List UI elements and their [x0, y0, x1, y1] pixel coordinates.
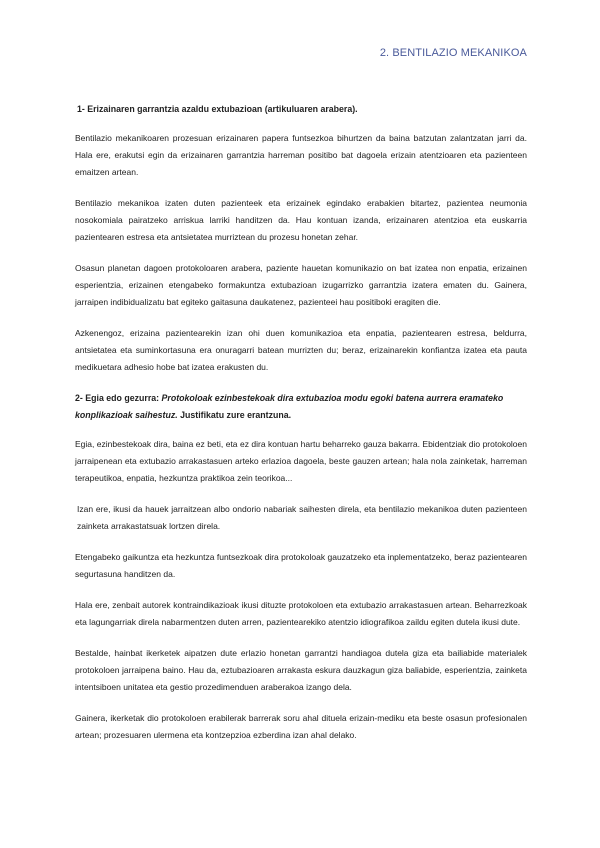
- answer-1-paragraph: Azkenengoz, erizaina pazientearekin izan ohi duen komunikazioa eta enpatia, pazientearen estresa, beldurra, antsietatea eta suminkortasuna era onuragarri batean murrizten du; beraz, erizainarekin konfiantza izatea eta pauta medikuetara adhesio hobe bat izatea erakusten du.: [75, 328, 527, 372]
- answer-2-paragraph: Egia, ezinbestekoak dira, baina ez beti, eta ez dira kontuan hartu beharreko gauza bakarra. Ebidentziak dio protokoloen jarraipenean eta extubazio arrakastasuen arteko erlazioa dagoela, beste gauzen artean; hala nola zainketak, harreman terapeutikoa, enpatia, hezkuntza praktikoa zein teorikoa...: [75, 439, 527, 483]
- document-body: [75, 101, 527, 758]
- answer-2-paragraph: Gainera, ikerketak dio protokoloen erabilerak barrerak soru ahal dituela erizain-mediku eta beste osasun profesionalen artean; prozesuaren ulermena eta kontzepzioa ezberdina izan ahal delako.: [75, 713, 527, 740]
- question-2-prefix: 2- Egia edo gezurra:: [75, 393, 162, 403]
- answer-2-paragraph: Hala ere, zenbait autorek kontraindikazioak ikusi dituzte protokoloen eta extubazio arrakastasuen artean. Beharrezkoak eta lagungarriak direla nabarmentzen duten arren, pazientearekiko atentzio idiografikoa zaildu egiten dutela ikusi dute.: [75, 600, 527, 627]
- question-2-title: [75, 390, 527, 424]
- answer-2-paragraph: Bestalde, hainbat ikerketek aipatzen dute erlazio honetan garrantzi handiagoa dutela giza eta bailiabide materialek protokoloen jarraipena baino. Hau da, eztubazioaren arrakasta eskura dauzkagun giza baliabide, esperientzia, zainketa intentsiboen unitatea eta gestio prozedimenduen araberakoa izango dela.: [75, 648, 527, 692]
- question-1-title: 1- Erizainaren garrantzia azaldu extubazioan (artikuluaren arabera).: [77, 104, 358, 114]
- answer-1-paragraph: Bentilazio mekanikoaren prozesuan erizainaren papera funtsezkoa bihurtzen da baina batzutan zalantzatan jarri da. Hala ere, erakutsi egin da erizainaren garrantzia harreman positibo bat dagoela erizain atentzioaren eta pazienteen emaitzen artean.: [75, 133, 527, 177]
- question-2-suffix: Justifikatu zure erantzuna.: [177, 410, 292, 420]
- page-header: 2. BENTILAZIO MEKANIKOA: [379, 47, 527, 59]
- answer-1-paragraph: Bentilazio mekanikoa izaten duten pazienteek eta erizainek egindako erabakien bitartez, pazientea neumonia nosokomiala pairatzeko arriskua larriki handitzen da. Hau kontuan izanda, erizainaren atentzioa eta euskarria pazientearen estresa eta antsietatea murriztean du prozesu honetan zehar.: [75, 198, 527, 242]
- question-2-statement: Protokoloak ezinbestekoak dira extubazioa modu egoki batena aurrera eramateko konplikazioak saihestuz.: [75, 393, 504, 420]
- answer-1-paragraph: Osasun planetan dagoen protokoloaren arabera, paziente hauetan komunikazio on bat izatea non enpatia, erizainen esperientzia, erizainen etengabeko formakuntza extubazioan izugarrizko garrantzia izatera ematen du. Gainera, jarraipen indibidualizatu bat egiteko gaitasuna daukatenez, pazienteei hau positiboki eragiten die.: [75, 263, 527, 307]
- answer-2-paragraph: Izan ere, ikusi da hauek jarraitzean albo ondorio nabariak saihesten direla, eta bentilazio mekanikoa duten pazienteen zainketa arrakastatsuak lortzen direla.: [77, 504, 527, 531]
- answer-2-paragraph: Etengabeko gaikuntza eta hezkuntza funtsezkoak dira protokoloak gauzatzeko eta inplementatzeko, beraz pazientearen segurtasuna handitzen da.: [75, 552, 527, 579]
